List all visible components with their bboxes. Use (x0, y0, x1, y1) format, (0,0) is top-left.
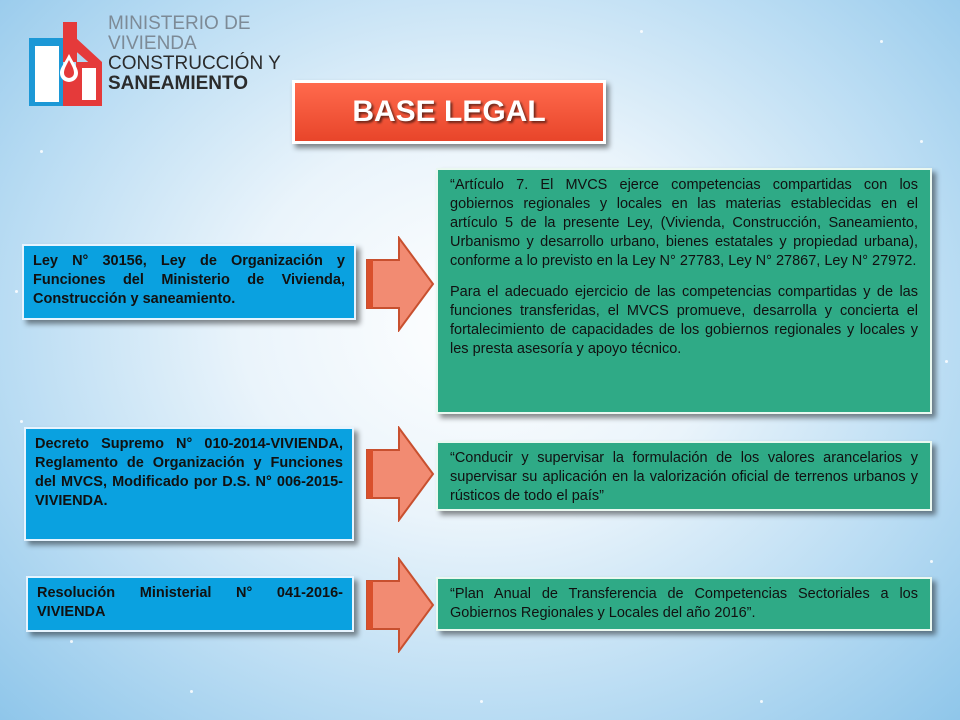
ministry-name (108, 14, 281, 94)
function-description-text: “Conducir y supervisar la formulación de los valores arancelarios y supervisar su aplicación en la valorización oficial de terrenos urbanos y rústicos de todo el país” (450, 450, 918, 504)
article-7-box (436, 168, 932, 414)
legal-norm-ley-30156 (22, 244, 356, 320)
legal-norm-text: Decreto Supremo N° 010-2014-VIVIENDA, Reglamento de Organización y Funciones del MVCS, Modificado por D.S. N° 006-2015-VIVIENDA. (35, 436, 343, 509)
legal-norm-ds-010-2014 (24, 427, 354, 541)
transfer-plan-box (436, 577, 932, 631)
page-title-text: BASE LEGAL (352, 95, 546, 128)
logo-line-2: VIVIENDA (108, 33, 197, 54)
logo-line-1: MINISTERIO DE (108, 13, 251, 34)
logo-line-4: SANEAMIENTO (108, 73, 249, 94)
page-title (292, 80, 606, 144)
arrow-right-icon (365, 557, 435, 653)
arrow-right-icon (365, 426, 435, 522)
arrow-right-icon (365, 236, 435, 332)
house-drop-icon (26, 18, 116, 108)
legal-norm-text: Resolución Ministerial N° 041-2016-VIVIENDA (37, 585, 343, 620)
transfer-plan-text: “Plan Anual de Transferencia de Competencias Sectoriales a los Gobiernos Regionales y Locales del año 2016”. (450, 586, 918, 621)
article-7-paragraph-1: “Artículo 7. El MVCS ejerce competencias compartidas con los gobiernos regionales y locales en las materias establecidas en el artículo 5 de la presente Ley, (Vivienda, Construcción, Saneamiento, Urbanismo y desarrollo urbano, bienes estatales y propiedad urbana), conforme a lo previsto en la Ley N° 27783, Ley N° 27867, Ley N° 27972. (450, 177, 918, 269)
legal-norm-text: Ley N° 30156, Ley de Organización y Funciones del Ministerio de Vivienda, Construcción y saneamiento. (33, 253, 345, 307)
function-description-box (436, 441, 932, 511)
logo-line-3: CONSTRUCCIÓN Y (108, 53, 281, 74)
article-7-paragraph-2: Para el adecuado ejercicio de las competencias compartidas y de las funciones transferidas, el MVCS promueve, desarrolla y concierta el fortalecimiento de capacidades de los gobiernos regionales y locales y les presta asesoría y apoyo técnico. (450, 284, 918, 357)
legal-norm-rm-041-2016 (26, 576, 354, 632)
